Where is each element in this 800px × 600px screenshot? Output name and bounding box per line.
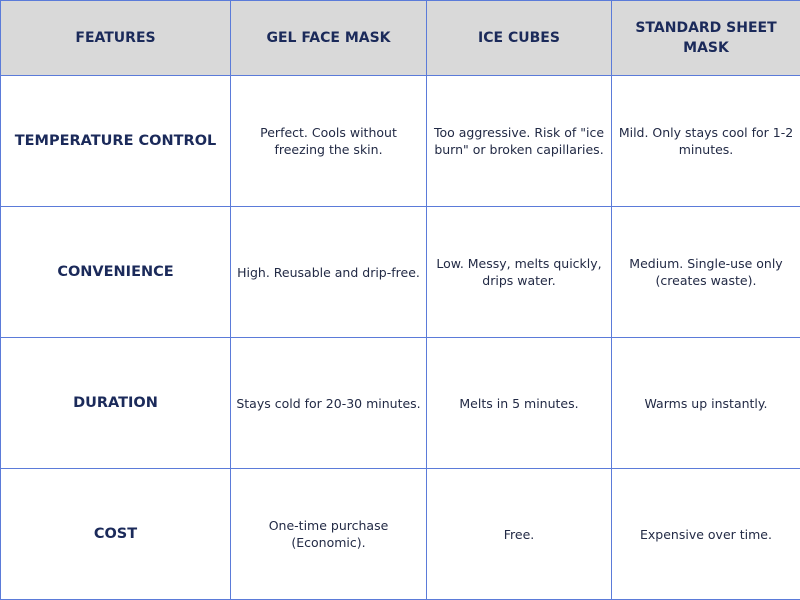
sheet-value: Warms up instantly. bbox=[612, 338, 800, 469]
sheet-value: Expensive over time. bbox=[612, 469, 800, 600]
feature-label: COST bbox=[1, 469, 231, 600]
header-gel-face-mask: GEL FACE MASK bbox=[231, 1, 427, 76]
feature-label: TEMPERATURE CONTROL bbox=[1, 76, 231, 207]
header-row bbox=[1, 1, 800, 76]
ice-value: Melts in 5 minutes. bbox=[427, 338, 612, 469]
ice-value: Low. Messy, melts quickly, drips water. bbox=[427, 207, 612, 338]
feature-label: CONVENIENCE bbox=[1, 207, 231, 338]
table-row bbox=[1, 469, 800, 600]
gel-value: High. Reusable and drip-free. bbox=[231, 207, 427, 338]
table-row bbox=[1, 207, 800, 338]
gel-value: One-time purchase (Economic). bbox=[231, 469, 427, 600]
header-standard-sheet-mask: STANDARD SHEET MASK bbox=[612, 1, 800, 76]
ice-value: Free. bbox=[427, 469, 612, 600]
sheet-value: Medium. Single-use only (creates waste). bbox=[612, 207, 800, 338]
table-row bbox=[1, 76, 800, 207]
header-features: FEATURES bbox=[1, 1, 231, 76]
gel-value: Stays cold for 20-30 minutes. bbox=[231, 338, 427, 469]
ice-value: Too aggressive. Risk of "ice burn" or broken capillaries. bbox=[427, 76, 612, 207]
feature-label: DURATION bbox=[1, 338, 231, 469]
header-ice-cubes: ICE CUBES bbox=[427, 1, 612, 76]
gel-value: Perfect. Cools without freezing the skin. bbox=[231, 76, 427, 207]
sheet-value: Mild. Only stays cool for 1-2 minutes. bbox=[612, 76, 800, 207]
table-row bbox=[1, 338, 800, 469]
